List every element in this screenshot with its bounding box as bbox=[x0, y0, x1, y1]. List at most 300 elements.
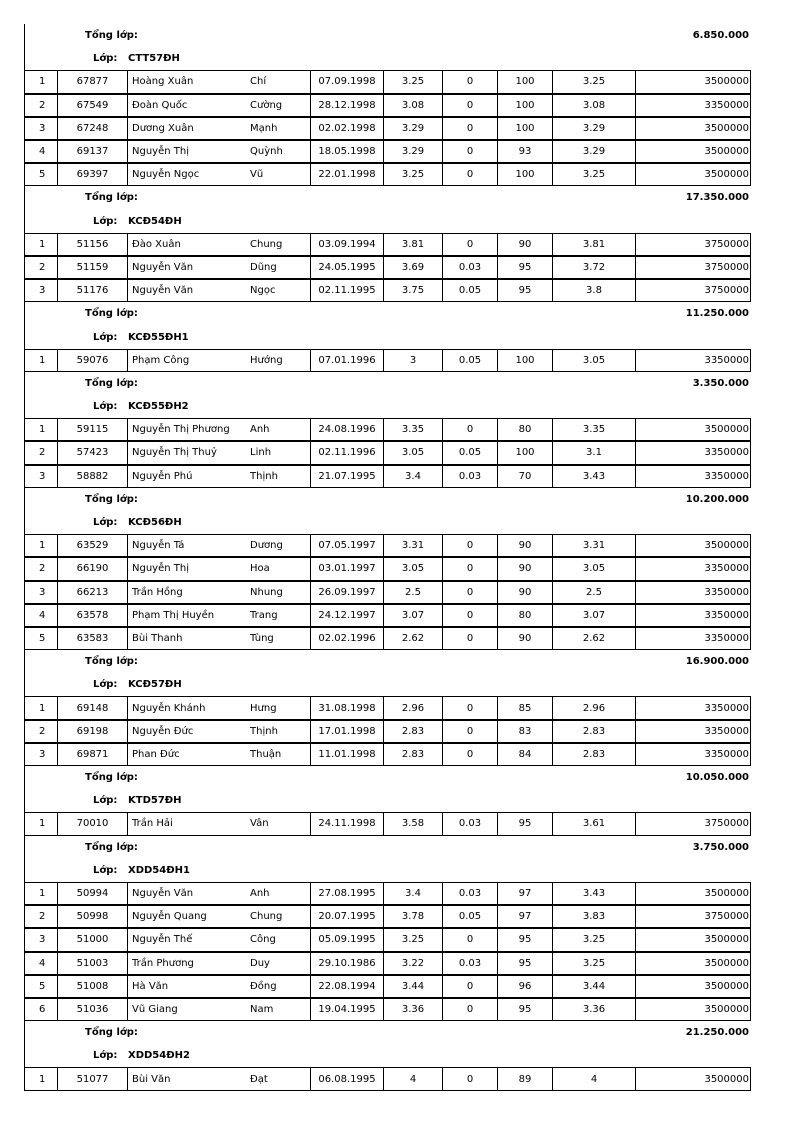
subtotal-value: 10.050.000 bbox=[685, 772, 749, 784]
last-name: Nguyễn Ngọc bbox=[127, 164, 247, 185]
student-code: 67877 bbox=[57, 71, 127, 92]
class-header-row bbox=[25, 511, 751, 534]
student-code: 66190 bbox=[57, 558, 127, 579]
last-name: Phan Đức bbox=[127, 744, 247, 765]
student-code: 66213 bbox=[57, 582, 127, 603]
row-number: 1 bbox=[39, 238, 46, 250]
student-row bbox=[25, 233, 751, 256]
class-subtotal-row bbox=[25, 302, 751, 325]
bonus-points: 0 bbox=[442, 71, 497, 92]
last-name: Trần Hồng bbox=[127, 582, 247, 603]
last-name: Nguyễn Thị Thuỷ bbox=[127, 442, 247, 463]
student-row bbox=[25, 94, 751, 117]
first-name: Ngọc bbox=[250, 285, 276, 297]
row-number: 1 bbox=[39, 424, 46, 436]
conduct-score: 95 bbox=[497, 929, 552, 950]
gpa: 2.83 bbox=[383, 744, 442, 765]
bonus-points: 0 bbox=[442, 999, 497, 1020]
scholarship-amount: 3500000 bbox=[635, 118, 751, 139]
gpa: 3.58 bbox=[383, 813, 442, 834]
student-row bbox=[25, 534, 751, 557]
gpa: 3.22 bbox=[383, 953, 442, 974]
class-header-row bbox=[25, 210, 751, 233]
conduct-score: 100 bbox=[497, 95, 552, 116]
first-name: Dương bbox=[250, 540, 283, 552]
student-code: 63583 bbox=[57, 628, 127, 649]
final-score: 2.83 bbox=[552, 744, 635, 765]
conduct-score: 90 bbox=[497, 628, 552, 649]
row-number: 1 bbox=[39, 818, 46, 830]
date-of-birth: 28.12.1998 bbox=[310, 95, 383, 116]
scholarship-amount: 3500000 bbox=[635, 535, 751, 556]
conduct-score: 97 bbox=[497, 883, 552, 904]
bonus-points: 0 bbox=[442, 558, 497, 579]
student-row bbox=[25, 604, 751, 627]
class-header-row bbox=[25, 395, 751, 418]
scholarship-amount: 3500000 bbox=[635, 164, 751, 185]
gpa: 2.96 bbox=[383, 697, 442, 718]
last-name: Nguyễn Văn bbox=[127, 883, 247, 904]
date-of-birth: 26.09.1997 bbox=[310, 582, 383, 603]
bonus-points: 0 bbox=[442, 605, 497, 626]
gpa: 2.62 bbox=[383, 628, 442, 649]
last-name: Phạm Công bbox=[127, 350, 247, 371]
first-name: Hưng bbox=[250, 702, 277, 714]
last-name: Đoàn Quốc bbox=[127, 95, 247, 116]
last-name: Nguyễn Thị bbox=[127, 141, 247, 162]
first-name: Tùng bbox=[250, 632, 274, 644]
first-name: Thịnh bbox=[250, 725, 278, 737]
date-of-birth: 24.11.1998 bbox=[310, 813, 383, 834]
class-name: KCĐ55ĐH2 bbox=[128, 401, 189, 413]
student-row bbox=[25, 812, 751, 835]
student-code: 69871 bbox=[57, 744, 127, 765]
gpa: 3.25 bbox=[383, 929, 442, 950]
date-of-birth: 22.01.1998 bbox=[310, 164, 383, 185]
student-row bbox=[25, 720, 751, 743]
last-name: Hà Văn bbox=[127, 976, 247, 997]
first-name: Chung bbox=[250, 911, 283, 923]
student-code: 69148 bbox=[57, 697, 127, 718]
first-name: Chung bbox=[250, 238, 283, 250]
conduct-score: 93 bbox=[497, 141, 552, 162]
bonus-points: 0.05 bbox=[442, 906, 497, 927]
subtotal-label: Tổng lớp: bbox=[85, 377, 138, 389]
class-subtotal-row bbox=[25, 766, 751, 789]
bonus-points: 0 bbox=[442, 419, 497, 440]
conduct-score: 97 bbox=[497, 906, 552, 927]
class-subtotal-row bbox=[25, 372, 751, 395]
first-name: Thuận bbox=[250, 748, 282, 760]
class-name: XDD54ĐH1 bbox=[128, 864, 190, 876]
scholarship-amount: 3500000 bbox=[635, 953, 751, 974]
bonus-points: 0 bbox=[442, 697, 497, 718]
student-code: 51159 bbox=[57, 257, 127, 278]
subtotal-label: Tổng lớp: bbox=[85, 30, 138, 42]
date-of-birth: 27.08.1995 bbox=[310, 883, 383, 904]
row-number: 4 bbox=[39, 609, 46, 621]
conduct-score: 96 bbox=[497, 976, 552, 997]
student-code: 59115 bbox=[57, 419, 127, 440]
last-name: Nguyễn Quang bbox=[127, 906, 247, 927]
final-score: 3.07 bbox=[552, 605, 635, 626]
subtotal-label: Tổng lớp: bbox=[85, 493, 138, 505]
bonus-points: 0.03 bbox=[442, 813, 497, 834]
scholarship-amount: 3750000 bbox=[635, 813, 751, 834]
date-of-birth: 24.12.1997 bbox=[310, 605, 383, 626]
first-name: Công bbox=[250, 934, 276, 946]
gpa: 3.08 bbox=[383, 95, 442, 116]
row-number: 1 bbox=[39, 540, 46, 552]
bonus-points: 0.05 bbox=[442, 442, 497, 463]
subtotal-value: 17.350.000 bbox=[685, 192, 749, 204]
student-row bbox=[25, 882, 751, 905]
student-row bbox=[25, 70, 751, 93]
row-number: 3 bbox=[39, 934, 46, 946]
final-score: 2.96 bbox=[552, 697, 635, 718]
last-name: Bùi Văn bbox=[127, 1068, 247, 1089]
student-code: 69137 bbox=[57, 141, 127, 162]
row-number: 5 bbox=[39, 169, 46, 181]
date-of-birth: 05.09.1995 bbox=[310, 929, 383, 950]
first-name: Vũ bbox=[250, 169, 264, 181]
gpa: 3.31 bbox=[383, 535, 442, 556]
gpa: 4 bbox=[383, 1068, 442, 1089]
student-code: 57423 bbox=[57, 442, 127, 463]
scholarship-amount: 3500000 bbox=[635, 999, 751, 1020]
final-score: 3.35 bbox=[552, 419, 635, 440]
scholarship-amount: 3500000 bbox=[635, 1068, 751, 1089]
first-name: Quỳnh bbox=[250, 146, 283, 158]
subtotal-value: 11.250.000 bbox=[685, 308, 749, 320]
student-code: 50998 bbox=[57, 906, 127, 927]
row-number: 5 bbox=[39, 980, 46, 992]
gpa: 3.29 bbox=[383, 118, 442, 139]
student-code: 51000 bbox=[57, 929, 127, 950]
gpa: 3.4 bbox=[383, 883, 442, 904]
date-of-birth: 11.01.1998 bbox=[310, 744, 383, 765]
conduct-score: 100 bbox=[497, 118, 552, 139]
first-name: Vân bbox=[250, 818, 269, 830]
scholarship-amount: 3500000 bbox=[635, 883, 751, 904]
final-score: 3.08 bbox=[552, 95, 635, 116]
last-name: Hoàng Xuân bbox=[127, 71, 247, 92]
gpa: 2.5 bbox=[383, 582, 442, 603]
student-code: 69397 bbox=[57, 164, 127, 185]
date-of-birth: 19.04.1995 bbox=[310, 999, 383, 1020]
student-row bbox=[25, 557, 751, 580]
first-name: Hoa bbox=[250, 563, 270, 575]
conduct-score: 90 bbox=[497, 234, 552, 255]
bonus-points: 0 bbox=[442, 929, 497, 950]
row-number: 4 bbox=[39, 146, 46, 158]
row-number: 1 bbox=[39, 1073, 46, 1085]
gpa: 3.25 bbox=[383, 164, 442, 185]
date-of-birth: 02.11.1995 bbox=[310, 280, 383, 301]
bonus-points: 0.03 bbox=[442, 466, 497, 487]
gpa: 3.44 bbox=[383, 976, 442, 997]
row-number: 3 bbox=[39, 122, 46, 134]
subtotal-value: 21.250.000 bbox=[685, 1027, 749, 1039]
conduct-score: 70 bbox=[497, 466, 552, 487]
gpa: 3.07 bbox=[383, 605, 442, 626]
conduct-score: 90 bbox=[497, 558, 552, 579]
row-number: 1 bbox=[39, 354, 46, 366]
class-label: Lớp: bbox=[93, 795, 118, 807]
row-number: 2 bbox=[39, 447, 46, 459]
date-of-birth: 07.05.1997 bbox=[310, 535, 383, 556]
final-score: 3.36 bbox=[552, 999, 635, 1020]
student-row bbox=[25, 581, 751, 604]
scholarship-amount: 3350000 bbox=[635, 95, 751, 116]
class-header-row bbox=[25, 859, 751, 882]
bonus-points: 0 bbox=[442, 164, 497, 185]
student-row bbox=[25, 279, 751, 302]
class-subtotal-row bbox=[25, 650, 751, 673]
bonus-points: 0 bbox=[442, 721, 497, 742]
first-name: Anh bbox=[250, 424, 270, 436]
student-code: 51003 bbox=[57, 953, 127, 974]
bonus-points: 0 bbox=[442, 234, 497, 255]
student-row bbox=[25, 998, 751, 1021]
class-name: KCĐ57ĐH bbox=[128, 679, 182, 691]
gpa: 3 bbox=[383, 350, 442, 371]
class-label: Lớp: bbox=[93, 679, 118, 691]
scholarship-amount: 3750000 bbox=[635, 257, 751, 278]
row-number: 4 bbox=[39, 957, 46, 969]
scholarship-amount: 3500000 bbox=[635, 71, 751, 92]
final-score: 3.29 bbox=[552, 118, 635, 139]
gpa: 3.75 bbox=[383, 280, 442, 301]
gpa: 3.05 bbox=[383, 558, 442, 579]
scholarship-amount: 3500000 bbox=[635, 419, 751, 440]
class-name: KTD57ĐH bbox=[128, 795, 182, 807]
class-subtotal-row bbox=[25, 488, 751, 511]
class-name: CTT57ĐH bbox=[128, 53, 180, 65]
student-code: 51036 bbox=[57, 999, 127, 1020]
row-number: 1 bbox=[39, 888, 46, 900]
bonus-points: 0 bbox=[442, 95, 497, 116]
gpa: 3.05 bbox=[383, 442, 442, 463]
final-score: 2.83 bbox=[552, 721, 635, 742]
bonus-points: 0.03 bbox=[442, 883, 497, 904]
last-name: Nguyễn Phú bbox=[127, 466, 247, 487]
subtotal-label: Tổng lớp: bbox=[85, 772, 138, 784]
student-row bbox=[25, 743, 751, 766]
conduct-score: 100 bbox=[497, 442, 552, 463]
bonus-points: 0.05 bbox=[442, 280, 497, 301]
bonus-points: 0 bbox=[442, 141, 497, 162]
student-row bbox=[25, 905, 751, 928]
gpa: 3.78 bbox=[383, 906, 442, 927]
conduct-score: 90 bbox=[497, 535, 552, 556]
student-code: 50994 bbox=[57, 883, 127, 904]
scholarship-amount: 3500000 bbox=[635, 141, 751, 162]
gpa: 3.36 bbox=[383, 999, 442, 1020]
final-score: 3.25 bbox=[552, 164, 635, 185]
date-of-birth: 02.02.1996 bbox=[310, 628, 383, 649]
last-name: Phạm Thị Huyền bbox=[127, 605, 247, 626]
gpa: 3.81 bbox=[383, 234, 442, 255]
row-number: 2 bbox=[39, 725, 46, 737]
scholarship-amount: 3750000 bbox=[635, 906, 751, 927]
conduct-score: 84 bbox=[497, 744, 552, 765]
last-name: Nguyễn Văn bbox=[127, 257, 247, 278]
final-score: 2.62 bbox=[552, 628, 635, 649]
subtotal-value: 6.850.000 bbox=[692, 30, 749, 42]
first-name: Trang bbox=[250, 609, 278, 621]
student-row bbox=[25, 441, 751, 464]
scholarship-amount: 3350000 bbox=[635, 350, 751, 371]
class-label: Lớp: bbox=[93, 331, 118, 343]
student-row bbox=[25, 163, 751, 186]
scholarship-table bbox=[24, 24, 751, 1091]
student-row bbox=[25, 975, 751, 998]
class-header-row bbox=[25, 47, 751, 70]
student-row bbox=[25, 696, 751, 719]
last-name: Nguyễn Thị Phương bbox=[127, 419, 247, 440]
row-number: 2 bbox=[39, 563, 46, 575]
final-score: 3.05 bbox=[552, 350, 635, 371]
class-subtotal-row bbox=[25, 836, 751, 859]
conduct-score: 89 bbox=[497, 1068, 552, 1089]
first-name: Đồng bbox=[250, 980, 277, 992]
conduct-score: 100 bbox=[497, 350, 552, 371]
subtotal-label: Tổng lớp: bbox=[85, 656, 138, 668]
student-code: 58882 bbox=[57, 466, 127, 487]
row-number: 2 bbox=[39, 911, 46, 923]
scholarship-amount: 3750000 bbox=[635, 234, 751, 255]
subtotal-value: 16.900.000 bbox=[685, 656, 749, 668]
scholarship-amount: 3350000 bbox=[635, 466, 751, 487]
class-header-row bbox=[25, 673, 751, 696]
gpa: 3.35 bbox=[383, 419, 442, 440]
student-code: 63578 bbox=[57, 605, 127, 626]
first-name: Mạnh bbox=[250, 122, 278, 134]
last-name: Đào Xuân bbox=[127, 234, 247, 255]
row-number: 2 bbox=[39, 99, 46, 111]
date-of-birth: 24.05.1995 bbox=[310, 257, 383, 278]
date-of-birth: 24.08.1996 bbox=[310, 419, 383, 440]
final-score: 3.25 bbox=[552, 953, 635, 974]
final-score: 3.05 bbox=[552, 558, 635, 579]
first-name: Cường bbox=[250, 99, 283, 111]
student-code: 59076 bbox=[57, 350, 127, 371]
class-header-row bbox=[25, 789, 751, 812]
first-name: Thịnh bbox=[250, 470, 278, 482]
student-code: 67248 bbox=[57, 118, 127, 139]
scholarship-amount: 3350000 bbox=[635, 697, 751, 718]
final-score: 3.8 bbox=[552, 280, 635, 301]
date-of-birth: 03.09.1994 bbox=[310, 234, 383, 255]
conduct-score: 100 bbox=[497, 71, 552, 92]
last-name: Bùi Thanh bbox=[127, 628, 247, 649]
final-score: 3.43 bbox=[552, 883, 635, 904]
first-name: Dũng bbox=[250, 261, 277, 273]
class-subtotal-row bbox=[25, 24, 751, 47]
first-name: Đạt bbox=[250, 1073, 268, 1085]
student-row bbox=[25, 256, 751, 279]
final-score: 3.31 bbox=[552, 535, 635, 556]
student-row bbox=[25, 465, 751, 488]
first-name: Hướng bbox=[250, 354, 283, 366]
scholarship-amount: 3500000 bbox=[635, 976, 751, 997]
row-number: 3 bbox=[39, 285, 46, 297]
class-label: Lớp: bbox=[93, 401, 118, 413]
class-subtotal-row bbox=[25, 1021, 751, 1044]
student-row bbox=[25, 928, 751, 951]
last-name: Vũ Giang bbox=[127, 999, 247, 1020]
bonus-points: 0 bbox=[442, 535, 497, 556]
bonus-points: 0.03 bbox=[442, 257, 497, 278]
conduct-score: 80 bbox=[497, 605, 552, 626]
last-name: Nguyễn Tá bbox=[127, 535, 247, 556]
date-of-birth: 02.02.1998 bbox=[310, 118, 383, 139]
conduct-score: 95 bbox=[497, 813, 552, 834]
first-name: Nhung bbox=[250, 586, 283, 598]
class-label: Lớp: bbox=[93, 53, 118, 65]
subtotal-label: Tổng lớp: bbox=[85, 308, 138, 320]
scholarship-amount: 3350000 bbox=[635, 442, 751, 463]
first-name: Duy bbox=[250, 957, 270, 969]
date-of-birth: 31.08.1998 bbox=[310, 697, 383, 718]
last-name: Trần Hải bbox=[127, 813, 247, 834]
class-subtotal-row bbox=[25, 186, 751, 209]
conduct-score: 85 bbox=[497, 697, 552, 718]
gpa: 3.69 bbox=[383, 257, 442, 278]
bonus-points: 0.03 bbox=[442, 953, 497, 974]
scholarship-amount: 3350000 bbox=[635, 558, 751, 579]
bonus-points: 0 bbox=[442, 976, 497, 997]
class-label: Lớp: bbox=[93, 215, 118, 227]
last-name: Nguyễn Khánh bbox=[127, 697, 247, 718]
student-code: 51008 bbox=[57, 976, 127, 997]
row-number: 1 bbox=[39, 76, 46, 88]
student-row bbox=[25, 349, 751, 372]
scholarship-amount: 3350000 bbox=[635, 605, 751, 626]
student-code: 70010 bbox=[57, 813, 127, 834]
scholarship-amount: 3500000 bbox=[635, 929, 751, 950]
conduct-score: 83 bbox=[497, 721, 552, 742]
final-score: 3.25 bbox=[552, 929, 635, 950]
subtotal-value: 3.350.000 bbox=[692, 377, 749, 389]
final-score: 2.5 bbox=[552, 582, 635, 603]
student-row bbox=[25, 140, 751, 163]
scholarship-amount: 3350000 bbox=[635, 582, 751, 603]
date-of-birth: 29.10.1986 bbox=[310, 953, 383, 974]
scholarship-amount: 3750000 bbox=[635, 280, 751, 301]
conduct-score: 95 bbox=[497, 953, 552, 974]
row-number: 3 bbox=[39, 748, 46, 760]
last-name: Nguyễn Văn bbox=[127, 280, 247, 301]
date-of-birth: 07.01.1996 bbox=[310, 350, 383, 371]
student-code: 51156 bbox=[57, 234, 127, 255]
student-row bbox=[25, 117, 751, 140]
class-name: XDD54ĐH2 bbox=[128, 1050, 190, 1062]
first-name: Anh bbox=[250, 888, 270, 900]
date-of-birth: 18.05.1998 bbox=[310, 141, 383, 162]
last-name: Dương Xuân bbox=[127, 118, 247, 139]
scholarship-amount: 3350000 bbox=[635, 628, 751, 649]
student-row bbox=[25, 418, 751, 441]
final-score: 4 bbox=[552, 1068, 635, 1089]
row-number: 1 bbox=[39, 702, 46, 714]
class-label: Lớp: bbox=[93, 1050, 118, 1062]
student-row bbox=[25, 1067, 751, 1090]
student-code: 63529 bbox=[57, 535, 127, 556]
last-name: Nguyễn Thế bbox=[127, 929, 247, 950]
gpa: 3.4 bbox=[383, 466, 442, 487]
